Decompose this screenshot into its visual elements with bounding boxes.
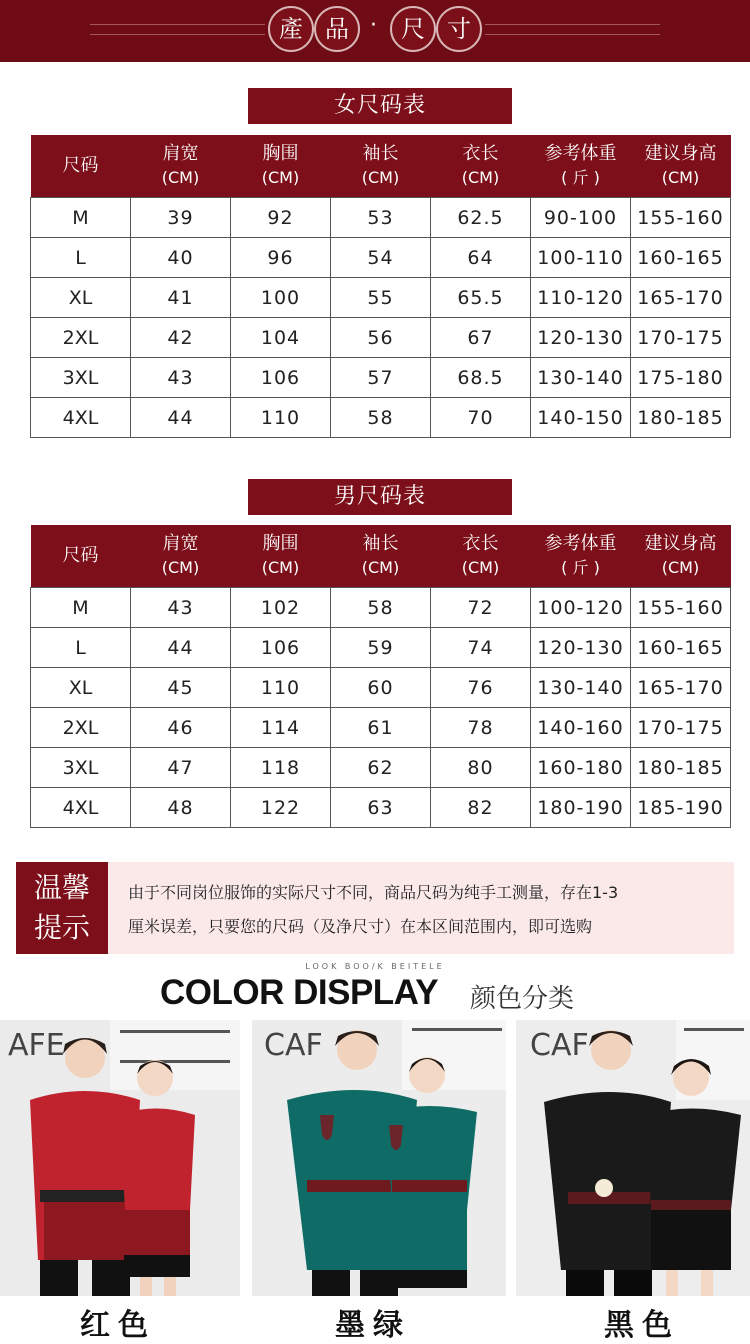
women-table-row [31, 278, 731, 318]
women-table-cell: 4XL [31, 398, 131, 438]
women-table-cell: XL [31, 278, 131, 318]
women-table-cell: 70 [431, 398, 531, 438]
couple-green-illustration [252, 1020, 506, 1296]
men-table-cell: 4XL [31, 788, 131, 828]
women-table-row [31, 398, 731, 438]
tip-label-line1: 温馨 [33, 871, 90, 904]
men-table-cell: 82 [431, 788, 531, 828]
men-table-row [31, 788, 731, 828]
women-header-label: 参考体重 [544, 143, 617, 164]
women-header-cell [131, 135, 231, 198]
photo-red [0, 1020, 240, 1296]
men-header-unit: (CM) [161, 558, 200, 577]
men-table-cell: 160-180 [531, 748, 631, 788]
men-table-cell: 122 [231, 788, 331, 828]
women-header-unit: (CM) [461, 168, 500, 187]
men-table-cell: 43 [131, 588, 231, 628]
men-table-cell: 80 [431, 748, 531, 788]
men-table-cell: 62 [331, 748, 431, 788]
men-table-cell: 59 [331, 628, 431, 668]
men-table-row [31, 668, 731, 708]
men-header-unit: ( 斤 ) [561, 558, 600, 577]
men-table-cell: 180-190 [531, 788, 631, 828]
men-header-cell [331, 525, 431, 588]
top-banner [0, 0, 750, 62]
women-table-cell: 56 [331, 318, 431, 358]
cafe-sign-text: CAF [264, 1028, 323, 1063]
women-header-label: 肩宽 [162, 143, 199, 164]
caption-black: 黑色 [604, 1308, 680, 1343]
women-table-cell: 96 [231, 238, 331, 278]
men-table-cell: XL [31, 668, 131, 708]
women-table-cell: L [31, 238, 131, 278]
women-table-cell: 104 [231, 318, 331, 358]
men-table-cell: 140-160 [531, 708, 631, 748]
banner-left-line-2 [90, 34, 265, 35]
women-table-cell: 100 [231, 278, 331, 318]
women-table-cell: 100-110 [531, 238, 631, 278]
lookbook-text: LOOK BOO/K BEITELE [305, 962, 445, 971]
women-header-label: 尺码 [62, 155, 99, 176]
men-table-title: 男尺码表 [248, 479, 512, 515]
women-table-row [31, 318, 731, 358]
banner-char-4: 寸 [436, 6, 482, 52]
women-table-cell: 140-150 [531, 398, 631, 438]
women-table-cell: 40 [131, 238, 231, 278]
women-table-cell: 57 [331, 358, 431, 398]
women-table-cell: 62.5 [431, 198, 531, 238]
men-header-cell [231, 525, 331, 588]
banner-left-line [90, 24, 265, 25]
women-header-cell [31, 135, 131, 198]
women-table-cell: 68.5 [431, 358, 531, 398]
men-header-cell [131, 525, 231, 588]
men-size-table [30, 525, 731, 828]
women-table-cell: M [31, 198, 131, 238]
men-table-cell: 180-185 [631, 748, 731, 788]
women-table-cell: 67 [431, 318, 531, 358]
women-table-cell: 39 [131, 198, 231, 238]
men-table-cell: 58 [331, 588, 431, 628]
men-header-cell [431, 525, 531, 588]
cafe-sign-text: AFE [8, 1028, 65, 1063]
men-header-label: 袖长 [362, 533, 399, 554]
banner-separator: · [370, 13, 377, 38]
men-header-label: 尺码 [62, 545, 99, 566]
men-table-cell: 160-165 [631, 628, 731, 668]
women-table-cell: 175-180 [631, 358, 731, 398]
women-table-row [31, 198, 731, 238]
men-header-unit: (CM) [361, 558, 400, 577]
men-table-row [31, 588, 731, 628]
women-header-cell [631, 135, 731, 198]
couple-red-illustration [0, 1020, 240, 1296]
women-header-cell [431, 135, 531, 198]
women-table-cell: 165-170 [631, 278, 731, 318]
women-table-cell: 53 [331, 198, 431, 238]
men-table-cell: 76 [431, 668, 531, 708]
men-table-cell: 120-130 [531, 628, 631, 668]
women-table-cell: 180-185 [631, 398, 731, 438]
caption-red: 红色 [80, 1308, 156, 1343]
women-table-row [31, 238, 731, 278]
women-table-cell: 58 [331, 398, 431, 438]
banner-right-line [485, 24, 660, 25]
tip-label [16, 862, 108, 954]
women-table-cell: 55 [331, 278, 431, 318]
women-header-label: 袖长 [362, 143, 399, 164]
men-table-cell: 110 [231, 668, 331, 708]
photo-black [516, 1020, 750, 1296]
tip-label-line2: 提示 [33, 911, 90, 944]
men-table-cell: 44 [131, 628, 231, 668]
women-table-cell: 64 [431, 238, 531, 278]
women-table-cell: 43 [131, 358, 231, 398]
banner-char-2: 品 [314, 6, 360, 52]
women-header-unit: (CM) [361, 168, 400, 187]
photo-green [252, 1020, 506, 1296]
men-header-label: 建议身高 [644, 533, 717, 554]
tip-text [128, 876, 718, 944]
women-table-cell: 160-165 [631, 238, 731, 278]
women-table-cell: 130-140 [531, 358, 631, 398]
women-table-cell: 92 [231, 198, 331, 238]
banner-char-1: 產 [268, 6, 314, 52]
women-header-cell [231, 135, 331, 198]
women-header-unit: (CM) [161, 168, 200, 187]
women-header-cell [331, 135, 431, 198]
men-table-cell: 2XL [31, 708, 131, 748]
color-display-subtitle: 颜色分类 [470, 984, 575, 1014]
women-table-row [31, 358, 731, 398]
men-header-cell [31, 525, 131, 588]
men-header-row [31, 525, 731, 588]
women-table-cell: 120-130 [531, 318, 631, 358]
women-table-cell: 170-175 [631, 318, 731, 358]
men-table-cell: 48 [131, 788, 231, 828]
men-header-label: 参考体重 [544, 533, 617, 554]
color-display-title: COLOR DISPLAY [160, 973, 439, 1012]
men-table-row [31, 628, 731, 668]
men-table-cell: 165-170 [631, 668, 731, 708]
women-table-title: 女尺码表 [248, 88, 512, 124]
men-table-cell: 45 [131, 668, 231, 708]
men-table-cell: 72 [431, 588, 531, 628]
men-header-cell [631, 525, 731, 588]
men-header-unit: (CM) [261, 558, 300, 577]
men-header-label: 胸围 [262, 533, 299, 554]
men-table-cell: 185-190 [631, 788, 731, 828]
men-table-cell: M [31, 588, 131, 628]
women-table-cell: 106 [231, 358, 331, 398]
men-table-cell: 155-160 [631, 588, 731, 628]
women-table-cell: 110-120 [531, 278, 631, 318]
men-table-cell: 102 [231, 588, 331, 628]
women-table-cell: 65.5 [431, 278, 531, 318]
women-table-cell: 110 [231, 398, 331, 438]
men-header-unit: (CM) [461, 558, 500, 577]
women-header-unit: ( 斤 ) [561, 168, 600, 187]
women-table-cell: 90-100 [531, 198, 631, 238]
men-header-label: 肩宽 [162, 533, 199, 554]
women-table-cell: 44 [131, 398, 231, 438]
women-header-row [31, 135, 731, 198]
men-table-cell: 106 [231, 628, 331, 668]
men-table-cell: 3XL [31, 748, 131, 788]
men-table-cell: 100-120 [531, 588, 631, 628]
women-table-cell: 3XL [31, 358, 131, 398]
men-header-label: 衣长 [462, 533, 499, 554]
women-table-cell: 41 [131, 278, 231, 318]
banner-right-line-2 [485, 34, 660, 35]
women-header-label: 衣长 [462, 143, 499, 164]
men-table-row [31, 708, 731, 748]
tip-text-line1: 由于不同岗位服饰的实际尺寸不同，商品尺码为纯手工测量，存在1-3 [128, 883, 619, 902]
women-table-cell: 42 [131, 318, 231, 358]
women-size-table [30, 135, 731, 438]
men-table-cell: 74 [431, 628, 531, 668]
women-table-cell: 54 [331, 238, 431, 278]
men-table-cell: 61 [331, 708, 431, 748]
men-table-cell: 114 [231, 708, 331, 748]
women-header-unit: (CM) [261, 168, 300, 187]
tip-text-line2: 厘米误差，只要您的尺码（及净尺寸）在本区间范围内，即可选购 [128, 917, 593, 936]
banner-char-3: 尺 [390, 6, 436, 52]
couple-black-illustration [516, 1020, 750, 1296]
women-header-label: 胸围 [262, 143, 299, 164]
men-table-cell: 47 [131, 748, 231, 788]
men-table-cell: 46 [131, 708, 231, 748]
men-header-unit: (CM) [661, 558, 700, 577]
women-header-label: 建议身高 [644, 143, 717, 164]
women-header-cell [531, 135, 631, 198]
men-table-cell: 170-175 [631, 708, 731, 748]
women-table-cell: 155-160 [631, 198, 731, 238]
caption-green: 墨绿 [335, 1308, 411, 1343]
men-table-row [31, 748, 731, 788]
men-table-cell: 78 [431, 708, 531, 748]
men-table-cell: 118 [231, 748, 331, 788]
women-header-unit: (CM) [661, 168, 700, 187]
men-table-cell: 63 [331, 788, 431, 828]
cafe-sign-text: CAF [530, 1028, 589, 1063]
men-table-cell: L [31, 628, 131, 668]
men-header-cell [531, 525, 631, 588]
women-table-cell: 2XL [31, 318, 131, 358]
men-table-cell: 60 [331, 668, 431, 708]
men-table-cell: 130-140 [531, 668, 631, 708]
